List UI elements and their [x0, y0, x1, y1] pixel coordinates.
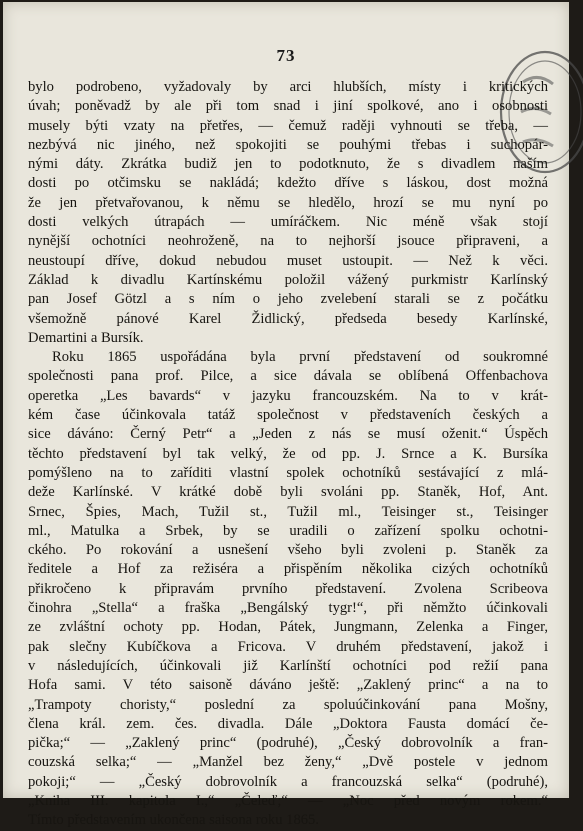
text-line: pak slečny Kubíčkova a Fricova. V druhém představení, jakož i — [28, 638, 548, 655]
text-line: pomýšleno na to zaříditi vlastní spolek ochotníků sestávající z mlá- — [28, 464, 548, 481]
text-line: nezbývá nic jiného, než spokojiti se pouhými třebas i suchopár- — [28, 136, 548, 153]
text-line: v následujících, účinkovali již Karlínští ochotníci pod režií pana — [28, 657, 548, 674]
page-number: 73 — [276, 46, 296, 65]
text-line: Roku 1865 uspořádána byla první představení od soukromné — [52, 349, 548, 366]
text-line: nými dáty. Zkrátka budiž jen to podotknuto, že s divadlem naším — [28, 156, 548, 173]
text-line: Hofa sami. V této saisoně dáváno ještě: „Zaklený princ“ a na to — [28, 677, 548, 694]
text-line: činohra „Stella“ a fraška „Bengálský tygr!“, při němžto účinkovali — [28, 600, 548, 617]
text-line: úvah; poněvadž by ale při tom snad i jiní spolkové, ano i osobnosti — [28, 98, 548, 115]
text-line: „Trampoty choristy,“ poslední za spoluúčinkování pana Mošny, — [28, 696, 548, 713]
text-line: že jen přetvařovanou, k němu se hledělo, hrozí se mu nyní po — [28, 194, 548, 211]
text-line: všemožně pánové Karel Židlický, předseda besedy Karlínské, — [28, 310, 548, 327]
text-line: nynější ochotníci neohroženě, na to nejhorší jsouce připraveni, a — [28, 233, 548, 250]
text-line: deže Karlínské. V krátké době byli svoláni pp. Staněk, Hof, Ant. — [28, 484, 548, 501]
text-line: Základ k divadlu Kartínskému položil vážený purkmistr Karlínský — [28, 271, 548, 288]
text-line: sice dáváno: Černý Petr“ a „Jeden z nás se musí oženit.“ Úspěch — [28, 426, 548, 443]
text-line: Demartini a Bursík. — [28, 329, 144, 346]
text-line: pokoji;“ — „Český dobrovolník a francouzská selka“ (podruhé), — [28, 773, 548, 790]
text-line: ml., Matulka a Srbek, by se uradili o zařízení spolku ochotni- — [28, 522, 548, 539]
text-line: operetka „Les bavards“ v jazyku francouzském. Na to v krát- — [28, 387, 548, 404]
text-line: těchto představení byl tak velký, že od pp. J. Srnce a K. Bursíka — [28, 445, 548, 462]
text-line: člena král. zem. čes. divadla. Dále „Doktora Fausta domácí če- — [28, 715, 548, 732]
body-text — [28, 78, 548, 831]
text-line: Srnec, Špies, Mach, Tužil st., Tužil ml., Teisinger st., Teisinger — [28, 503, 548, 520]
text-line: neustoupí dříve, dokud nebudou muset ustoupit. — Než k věci. — [28, 252, 548, 269]
text-line: ze zvláštní ochoty pp. Hodan, Pátek, Jungmann, Zelenka a Finger, — [28, 619, 548, 636]
text-line: musely býti vzaty na přetřes, — čemuž raději vyhnouti se třeba, — — [28, 117, 548, 134]
text-line: dosti po otčimsku se nakládá; kdežto dříve s láskou, dost možná — [28, 175, 548, 192]
text-line: dosti velkých útrapách — umíráčkem. Nic méně však stojí — [28, 214, 548, 231]
text-line: bylo podrobeno, vyžadovaly by arci hlubších, místy i kritických — [28, 79, 548, 95]
text-line: pička;“ — „Zaklený princ“ (podruhé), „Český dobrovolník a fran- — [28, 735, 548, 752]
text-line: ředitele a Hof za režiséra a přispěním několika cizých ochotníků — [28, 561, 548, 578]
text-line: přikročeno k připravám prvního představení. Zvolena Scribeova — [28, 580, 548, 597]
text-line: „Kniha III. kapitola I.,“ „Čeleď;“ — „Noc před novým rokem.“ — [28, 792, 548, 809]
text-line: couzská selka;“ — „Manžel bez ženy,“ „Dvě postele v jednom — [28, 754, 548, 771]
book-page — [3, 2, 569, 829]
text-line: kém čase účinkovala tatáž společnost v představeních českých a — [28, 407, 548, 424]
text-line: pan Josef Götzl a s ním o jeho zvelebení starali se z počátku — [28, 291, 548, 308]
text-line: Tímto představením ukončena saisona roku 1865. — [28, 812, 319, 829]
text-line: společnosti pana prof. Pilce, a sice dávala se oblíbená Offenbachova — [28, 368, 548, 385]
text-line: ckého. Po rokování a usnešení všeho byli zvoleni p. Staněk za — [28, 542, 548, 559]
